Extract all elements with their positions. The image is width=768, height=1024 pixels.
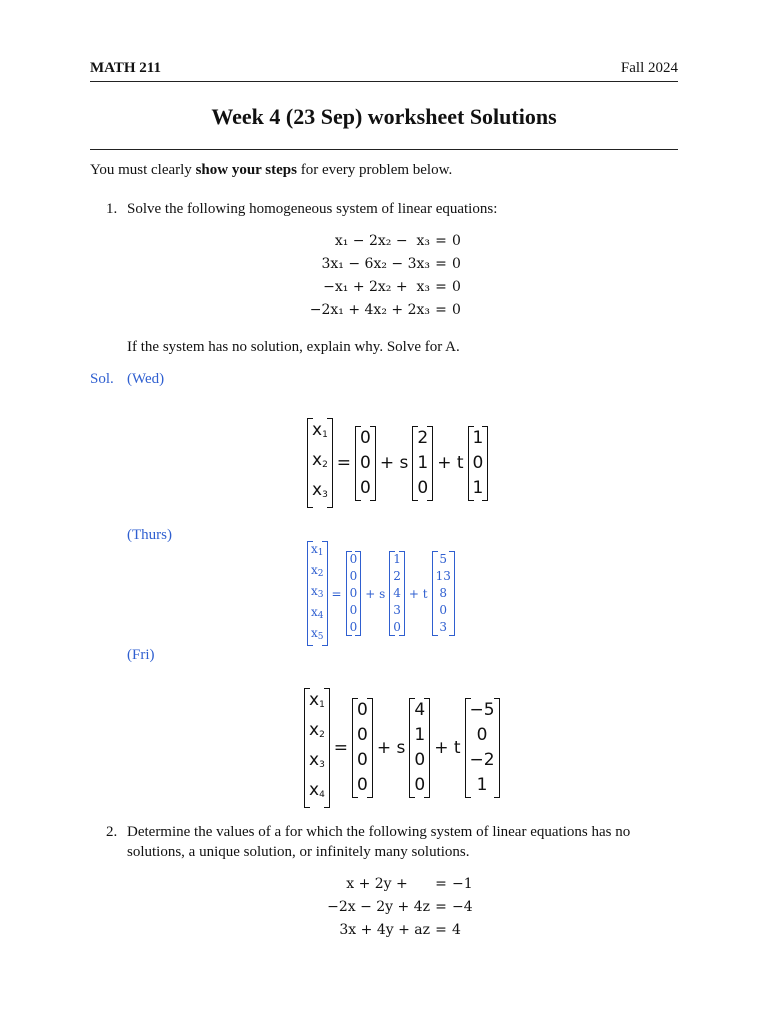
plus-s-operator: + s — [365, 586, 386, 601]
problem-1-equation — [300, 299, 478, 322]
thurs-solution-matrix — [307, 541, 455, 646]
matrix-entry: 0 — [349, 603, 358, 617]
matrix-entry: 0 — [357, 775, 368, 795]
equation-rhs: 4 — [452, 922, 461, 938]
matrix-entry: $x_4$ — [309, 780, 325, 800]
matrix-entry: $x_1$ — [312, 420, 328, 440]
plus-s-operator: + s — [379, 453, 409, 473]
term: Fall 2024 — [620, 60, 678, 76]
matrix-entry: 4 — [414, 700, 426, 720]
matrix-entry: −2 — [469, 750, 495, 770]
equals-sign: = — [435, 279, 447, 295]
equation-lhs: 3x + 4y + az — [339, 922, 430, 938]
intro-before: You must clearly — [90, 162, 196, 178]
intro-after: for every problem below. — [296, 162, 453, 178]
plus-t-operator: + t — [408, 586, 428, 601]
equation-lhs: x₁ − 2x₂ − x₃ — [334, 233, 430, 249]
matrix-entry: 1 — [393, 552, 401, 566]
problem-2-prompt-line2: solutions, a unique solution, or infinitely many solutions. — [127, 844, 470, 860]
problem-2-equation — [300, 919, 478, 942]
matrix-entry: 1 — [417, 452, 429, 473]
matrix-entry: 0 — [417, 477, 429, 498]
problem-1-equation — [300, 253, 478, 276]
matrix-entry: 0 — [360, 477, 371, 498]
header-rule — [90, 81, 678, 82]
problem-1-followup: If the system has no solution, explain why. Solve for A. — [127, 339, 460, 355]
matrix-entry: 3 — [439, 620, 448, 634]
matrix-entry: 13 — [435, 569, 451, 583]
matrix-entry: $x_1$ — [309, 690, 325, 710]
matrix-entry: 0 — [393, 620, 401, 634]
equals-sign: = — [435, 256, 447, 272]
plus-t-operator: + t — [437, 453, 464, 473]
plus-t-operator: + t — [434, 738, 461, 758]
problem-1-equation — [300, 230, 478, 253]
problem-2-number: 2. — [106, 824, 118, 840]
matrix-entry: 8 — [439, 586, 448, 600]
matrix-entry: 0 — [349, 620, 358, 634]
matrix-entry: 0 — [349, 552, 358, 566]
thurs-variable-vector — [307, 541, 328, 646]
wed-label: (Wed) — [127, 371, 165, 387]
matrix-entry: 2 — [417, 427, 429, 448]
matrix-entry: $x_2$ — [309, 720, 325, 740]
fri-variable-vector — [304, 688, 330, 808]
fri-zero-vector — [352, 698, 373, 798]
matrix-entry: 0 — [357, 750, 368, 770]
matrix-entry: 0 — [349, 569, 358, 583]
fri-t-vector — [465, 698, 500, 798]
solution-label: Sol. — [90, 371, 114, 387]
matrix-entry: 0 — [357, 725, 368, 745]
wed-t-vector — [468, 426, 489, 501]
equals-sign: = — [336, 453, 352, 473]
thurs-t-vector — [432, 551, 455, 636]
matrix-entry: $x_5$ — [311, 626, 324, 642]
thurs-label: (Thurs) — [127, 527, 172, 543]
equation-lhs: x + 2y + — [346, 876, 430, 892]
equation-lhs: −2x₁ + 4x₂ + 2x₃ — [309, 302, 430, 318]
equals-sign: = — [435, 876, 447, 892]
wed-zero-vector — [355, 426, 376, 501]
equation-rhs: 0 — [452, 256, 461, 272]
thurs-s-vector — [389, 551, 405, 636]
equation-lhs: −2x − 2y + 4z — [327, 899, 430, 915]
matrix-entry: 1 — [476, 775, 488, 795]
problem-1-system — [300, 230, 478, 322]
intro-bold: show your steps — [195, 162, 297, 178]
equals-sign: = — [435, 233, 447, 249]
problem-1-prompt: Solve the following homogeneous system of linear equations: — [127, 201, 498, 217]
matrix-entry: 0 — [360, 427, 371, 448]
equals-sign: = — [435, 922, 447, 938]
matrix-entry: 0 — [360, 452, 371, 473]
matrix-entry: 2 — [393, 569, 401, 583]
problem-2-prompt-line1: Determine the values of a for which the following system of linear equations has no — [127, 824, 631, 840]
matrix-entry: 0 — [414, 775, 426, 795]
matrix-entry: −5 — [469, 700, 495, 720]
fri-label: (Fri) — [127, 647, 155, 663]
problem-1-equation — [300, 276, 478, 299]
plus-s-operator: + s — [376, 738, 406, 758]
wed-solution-matrix — [307, 418, 488, 508]
matrix-entry: 1 — [414, 725, 426, 745]
matrix-entry: 0 — [349, 586, 358, 600]
problem-2-equation — [300, 873, 478, 896]
equation-rhs: 0 — [452, 302, 461, 318]
intro-text — [90, 160, 452, 180]
matrix-entry: $x_1$ — [311, 542, 324, 558]
matrix-entry: $x_3$ — [312, 480, 328, 500]
course-code: MATH 211 — [90, 60, 161, 76]
fri-solution-matrix — [304, 688, 500, 808]
matrix-entry: $x_2$ — [311, 563, 324, 579]
matrix-entry: 0 — [472, 452, 484, 473]
equation-rhs: 0 — [452, 279, 461, 295]
equation-lhs: 3x₁ − 6x₂ − 3x₃ — [321, 256, 430, 272]
matrix-entry: $x_3$ — [311, 584, 324, 600]
title-rule — [90, 149, 678, 150]
problem-2-system — [300, 873, 478, 942]
matrix-entry: 0 — [476, 725, 488, 745]
matrix-entry: 4 — [393, 586, 401, 600]
matrix-entry: 1 — [472, 477, 484, 498]
matrix-entry: $x_4$ — [311, 605, 324, 621]
equals-sign: = — [331, 586, 342, 601]
equation-rhs: −1 — [452, 876, 473, 892]
thurs-zero-vector — [346, 551, 362, 636]
fri-s-vector — [409, 698, 430, 798]
equation-rhs: −4 — [452, 899, 473, 915]
matrix-entry: $x_3$ — [309, 750, 325, 770]
problem-1-number: 1. — [106, 201, 118, 217]
equation-rhs: 0 — [452, 233, 461, 249]
equals-sign: = — [333, 738, 349, 758]
matrix-entry: 5 — [439, 552, 448, 566]
equation-lhs: −x₁ + 2x₂ + x₃ — [323, 279, 430, 295]
matrix-entry: 0 — [357, 700, 368, 720]
matrix-entry: 0 — [414, 750, 426, 770]
page-title: Week 4 (23 Sep) worksheet Solutions — [211, 104, 557, 129]
matrix-entry: 1 — [472, 427, 484, 448]
matrix-entry: 0 — [439, 603, 448, 617]
wed-s-vector — [412, 426, 433, 501]
wed-variable-vector — [307, 418, 333, 508]
equals-sign: = — [435, 302, 447, 318]
equals-sign: = — [435, 899, 447, 915]
matrix-entry: $x_2$ — [312, 450, 328, 470]
problem-2-equation — [300, 896, 478, 919]
matrix-entry: 3 — [393, 603, 401, 617]
